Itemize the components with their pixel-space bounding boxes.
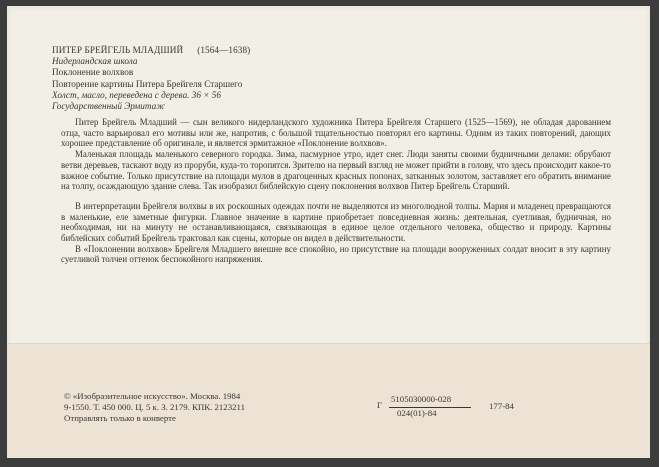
postcard-back	[7, 6, 650, 458]
school: Нидерландская школа	[52, 56, 138, 67]
painting-title: Поклонение волхвов	[52, 67, 134, 78]
replica-note: Повторение картины Питера Брейгеля Старшего	[52, 78, 243, 89]
mailing-note: Отправлять только в конверте	[64, 412, 176, 423]
artist-name: ПИТЕР БРЕЙГЕЛЬ МЛАДШИЙ	[52, 45, 184, 55]
medium: Холст, масло, переведена с дерева. 36 × 56	[52, 89, 221, 100]
paragraph-2: Маленькая площадь маленького северного городка. Зима, пасмурное утро, идет снег. Люди заняты своими будничными делами: обрубают ветви деревьев, таскают воду из проруби, куда-то торопятся. Зрителю на первый взгляд не может прийти в голову, что здесь происходит какое-то важное событие. Только присутствие на площади мулов в драгоценных красных попонах, затканных золотом, заставляет его обратить внимание на толпу, осаждающую здание слева. Так изобразил библейскую сцену поклонения волхвов Питер Брейгель Старший.	[61, 149, 611, 192]
imprint	[64, 391, 245, 423]
paragraph-3: В интерпретации Брейгеля волхвы в их роскошных одеждах почти не выделяются из многолюдной толпы. Мария и младенец превращаются в маленькие, еле заметные фигурки. Главное значение в картине приобретает повседневная жизнь: деятельная, суетливая, будничная, но необходимая, ни на минуту не останавливающаяся, связывающая в единое целое отдельного человека, общество и природу. Картины библейских событий Брейгель трактовал как сцены, которые он видел в действительности.	[61, 200, 611, 244]
paragraph-4: В «Поклонении волхвов» Брейгеля Младшего внешне все спокойно, но присутствие на площади вооруженных солдат вносит в эту картину суетливой толчеи оттенок беспокойного напряжения.	[61, 243, 611, 265]
code-numerator: 5105030000-028	[391, 394, 452, 404]
collection: Государственный Эрмитаж	[52, 101, 165, 112]
artist-title-line	[52, 45, 612, 56]
publisher-line: © «Изобразительное искусство». Москва. 1984	[64, 391, 241, 401]
artwork-header	[52, 45, 612, 112]
catalog-code	[377, 394, 617, 424]
artist-dates: (1564—1638)	[197, 45, 251, 55]
code-denominator: 024(01)-84	[397, 408, 437, 418]
description-text	[61, 117, 611, 265]
code-tail: 177-84	[489, 401, 514, 411]
paragraph-1: Питер Брейгель Младший — сын великого нидерландского художника Питера Брейгеля Старшего (1525—1569), не обладая дарованием отца, часто варьировал его мотивы или же, напротив, с большой тщательностью повторял его картины. Одним из таких повторений, дающих хорошее представление об оригинале, и является эрмитажное «Поклонение волхвов».	[61, 117, 611, 149]
print-info-line: 9-1550. Т. 450 000. Ц. 5 к. З. 2179. КПК. 2123211	[64, 401, 245, 412]
code-letter: Г	[377, 400, 383, 410]
